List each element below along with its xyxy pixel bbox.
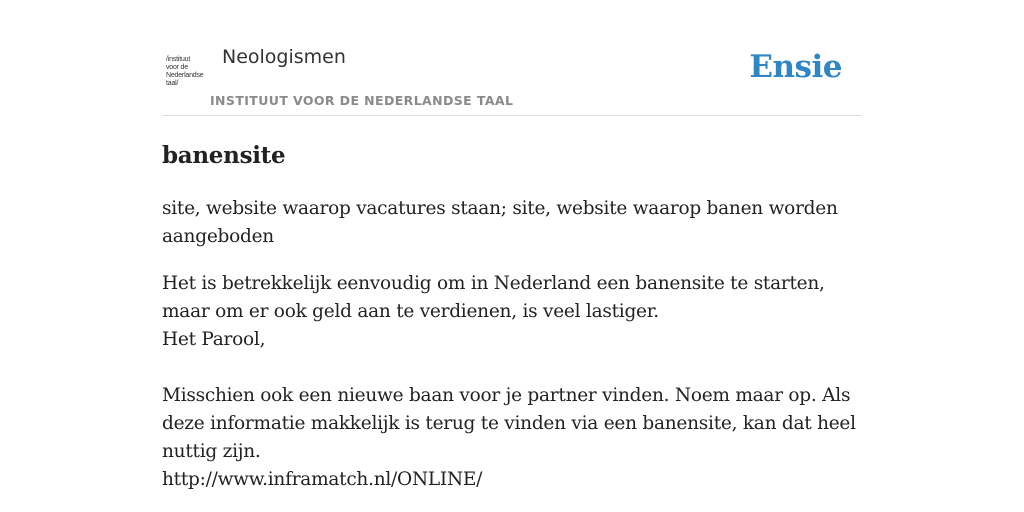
term-title: banensite — [162, 142, 286, 169]
definition: site, website waarop vacatures staan; site, website waarop banen worden aangeboden — [162, 198, 838, 247]
example-quote — [162, 270, 862, 354]
example-quote — [162, 382, 862, 494]
logo-line: Nederlandse — [166, 72, 204, 79]
institute-name: INSTITUUT VOOR DE NEDERLANDSE TAAL — [210, 93, 514, 108]
example-text: Het is betrekkelijk eenvoudig om in Nederland een banensite te starten, maar om er ook geld aan te verdienen, is veel lastiger. — [162, 273, 825, 322]
site-name[interactable]: Neologismen — [222, 46, 346, 68]
header — [162, 40, 862, 116]
institute-logo[interactable] — [166, 56, 208, 90]
logo-line: taal/ — [166, 80, 179, 87]
logo-line: voor de — [166, 64, 188, 71]
logo-line: /instituut — [166, 56, 191, 63]
example-text: Misschien ook een nieuwe baan voor je partner vinden. Noem maar op. Als deze informatie makkelijk is terug te vinden via een banensite, kan dat heel nuttig zijn. — [162, 385, 856, 462]
ensie-logo-link[interactable]: Ensie — [749, 49, 842, 85]
examples — [162, 270, 862, 494]
example-source-link[interactable]: http://www.inframatch.nl/ONLINE/ — [162, 469, 483, 490]
entry-card — [162, 40, 862, 494]
example-source: Het Parool, — [162, 329, 266, 350]
